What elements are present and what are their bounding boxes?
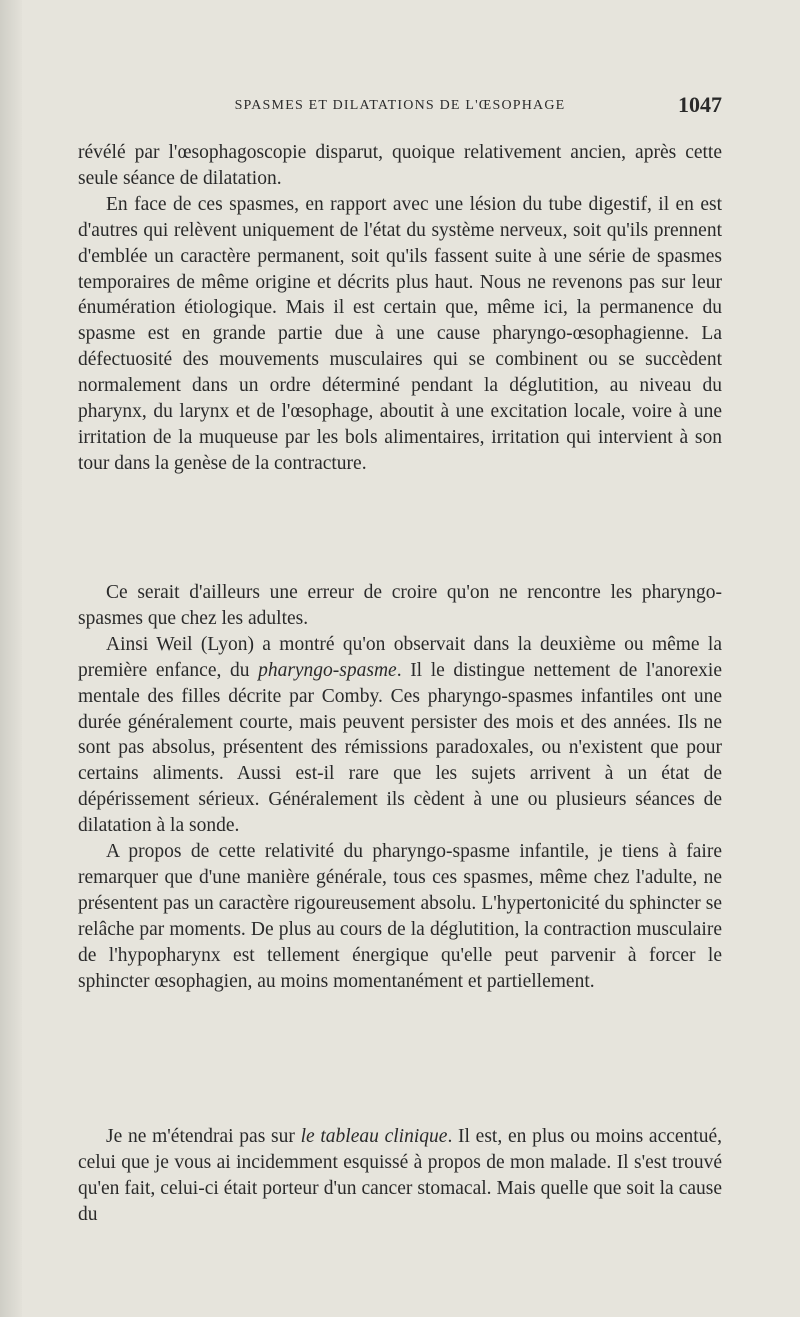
text-block-2 xyxy=(78,580,722,995)
running-head xyxy=(78,92,722,120)
pharyngo-spasme-term: pharyngo-spasme xyxy=(258,659,397,681)
paragraph-continuation: révélé par l'œsophagoscopie disparut, quoique relativement ancien, après cette seule séance de dilatation. xyxy=(78,142,722,189)
page-number: 1047 xyxy=(678,92,722,117)
paragraph-nervous-spasms: En face de ces spasmes, en rapport avec une lésion du tube digestif, il en est d'autres qui relèvent uniquement de l'état du système nerveux, soit qu'ils prennent d'emblée un caractère permanent, soit qu'ils fassent suite à une série de spasmes temporaires de même origine et décrits plus haut. Nous ne revenons pas sur leur énumération étiologique. Mais il est certain que, même ici, la permanence du spasme est en grande partie due à une cause pharyngo-œsophagienne. La défectuosité des mouvements musculaires qui se combinent ou se succèdent normalement dans un ordre déterminé pendant la déglutition, au niveau du pharynx, du larynx et de l'œsophage, aboutit à une excitation locale, voire à une irritation de la muqueuse par les bols alimentaires, irritation qui intervient à son tour dans la genèse de la contracture. xyxy=(78,193,722,474)
clinical-text-start: Je ne m'étendrai pas sur xyxy=(106,1126,301,1147)
paragraph-relativity: A propos de cette relativité du pharyngo-spasme infantile, je tiens à faire remarquer que d'une manière générale, tous ces spasmes, même chez l'adulte, ne présentent pas un caractère rigoureusement absolu. L'hypertonicité du sphincter se relâche par moments. De plus au cours de la déglutition, la contraction musculaire de l'hypopharynx est tellement énergique qu'elle peut parvenir à forcer le sphincter œsophagien, au moins momentanément et partiellement. xyxy=(78,841,722,992)
weil-text-start: Ainsi Weil (Lyon) a montré qu'on observait dans la deuxième ou même la première enfance, du xyxy=(78,633,722,681)
page-gutter-shadow xyxy=(0,0,22,1317)
text-block-3 xyxy=(78,1124,722,1228)
weil-text-end: . Il le distingue nettement de l'anorexie mentale des filles décrite par Comby. Ces pharyngo-spasmes infantiles ont une durée généralement courte, mais peuvent persister des mois et des années. Ils ne sont pas absolus, présentent des rémissions paradoxales, ou n'existent que pour certains aliments. Aussi est-il rare que les sujets arrivent à un état de dépérissement sérieux. Généralement ils cèdent à une ou plusieurs séances de dilatation à la sonde. xyxy=(78,659,722,837)
tableau-clinique-term: le tableau clinique xyxy=(300,1126,448,1147)
paragraph-clinical-picture xyxy=(78,1124,722,1228)
paragraph-adults: Ce serait d'ailleurs une erreur de croire qu'on ne rencontre les pharyngo-spasmes que chez les adultes. xyxy=(78,582,722,629)
paragraph-weil xyxy=(78,632,722,839)
text-block-1 xyxy=(78,140,722,477)
clinical-text-end: . Il est, en plus ou moins accentué, celui que je vous ai incidemment esquissé à propos de mon malade. Il s'est trouvé qu'en fait, celui-ci était porteur d'un cancer stomacal. Mais quelle que soit la cause du xyxy=(78,1126,722,1225)
running-title: SPASMES ET DILATATIONS DE L'ŒSOPHAGE xyxy=(234,98,566,113)
